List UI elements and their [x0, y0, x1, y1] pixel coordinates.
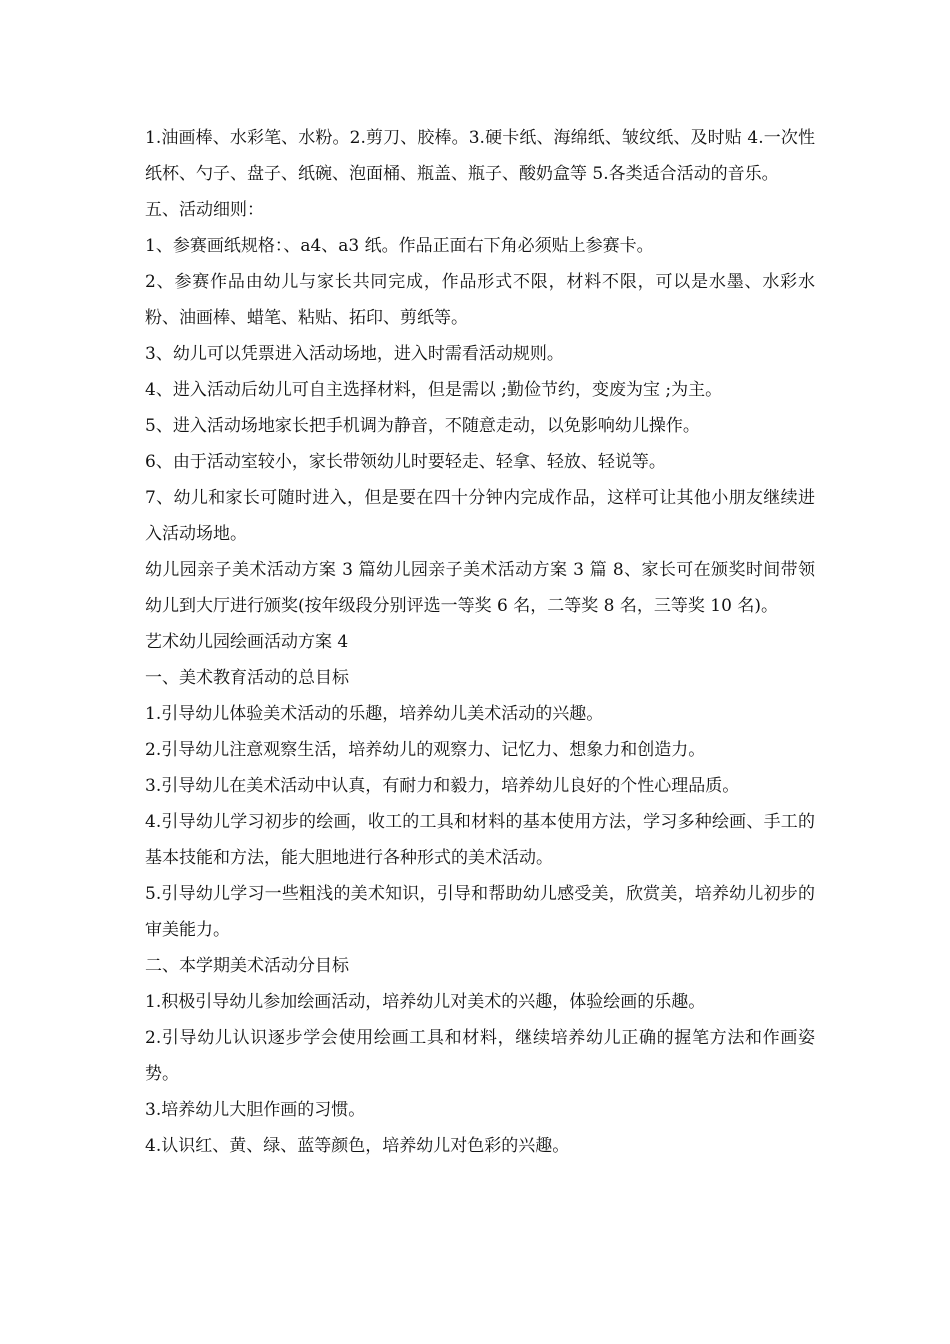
paragraph-sub-goal-3: 3.培养幼儿大胆作画的习惯。	[145, 1100, 366, 1120]
heading-activity-rules: 五、活动细则：	[145, 200, 264, 220]
heading-semester-goals: 二、本学期美术活动分目标	[145, 956, 349, 976]
paragraph-goal-4: 4.引导幼儿学习初步的绘画，收工的工具和材料的基本使用方法，学习多种绘画、手工的基本技能和方法，能大胆地进行各种形式的美术活动。	[145, 812, 815, 868]
paragraph-goal-3: 3.引导幼儿在美术活动中认真，有耐力和毅力，培养幼儿良好的个性心理品质。	[145, 776, 740, 796]
paragraph-goal-5: 5.引导幼儿学习一些粗浅的美术知识，引导和帮助幼儿感受美，欣赏美，培养幼儿初步的审美能力。	[145, 884, 815, 940]
paragraph-rule-2: 2、参赛作品由幼儿与家长共同完成，作品形式不限，材料不限，可以是水墨、水彩水粉、油画棒、蜡笔、粘贴、拓印、剪纸等。	[145, 272, 815, 328]
paragraph-rule-6: 6、由于活动室较小，家长带领幼儿时要轻走、轻拿、轻放、轻说等。	[145, 452, 666, 472]
paragraph-rule-5: 5、进入活动场地家长把手机调为静音，不随意走动，以免影响幼儿操作。	[145, 416, 700, 436]
paragraph-materials: 1.油画棒、水彩笔、水粉。2.剪刀、胶棒。3.硬卡纸、海绵纸、皱纹纸、及时贴 4.一次性纸杯、勺子、盘子、纸碗、泡面桶、瓶盖、瓶子、酸奶盒等 5.各类适合活动的音乐。	[145, 128, 815, 184]
document-body	[145, 120, 815, 1164]
paragraph-rule-3: 3、幼儿可以凭票进入活动场地，进入时需看活动规则。	[145, 344, 564, 364]
paragraph-rule-1: 1、参赛画纸规格：、a4、a3 纸。作品正面右下角必须贴上参赛卡。	[145, 236, 654, 256]
section-title-plan-4: 艺术幼儿园绘画活动方案 4	[145, 632, 349, 652]
heading-overall-goals: 一、美术教育活动的总目标	[145, 668, 349, 688]
paragraph-goal-1: 1.引导幼儿体验美术活动的乐趣，培养幼儿美术活动的兴趣。	[145, 704, 604, 724]
paragraph-rule-4: 4、进入活动后幼儿可自主选择材料，但是需以 ;勤俭节约，变废为宝 ;为主。	[145, 380, 723, 400]
paragraph-rule-7: 7、幼儿和家长可随时进入，但是要在四十分钟内完成作品，这样可让其他小朋友继续进入活动场地。	[145, 488, 815, 544]
paragraph-sub-goal-1: 1.积极引导幼儿参加绘画活动，培养幼儿对美术的兴趣，体验绘画的乐趣。	[145, 992, 706, 1012]
paragraph-sub-goal-2: 2.引导幼儿认识逐步学会使用绘画工具和材料，继续培养幼儿正确的握笔方法和作画姿势。	[145, 1028, 815, 1084]
paragraph-sub-goal-4: 4.认识红、黄、绿、蓝等颜色，培养幼儿对色彩的兴趣。	[145, 1136, 570, 1156]
paragraph-rule-8: 幼儿园亲子美术活动方案 3 篇幼儿园亲子美术活动方案 3 篇 8、家长可在颁奖时间带领幼儿到大厅进行颁奖(按年级段分别评选一等奖 6 名，二等奖 8 名，三等奖 10 名)。	[145, 560, 815, 616]
paragraph-goal-2: 2.引导幼儿注意观察生活，培养幼儿的观察力、记忆力、想象力和创造力。	[145, 740, 706, 760]
